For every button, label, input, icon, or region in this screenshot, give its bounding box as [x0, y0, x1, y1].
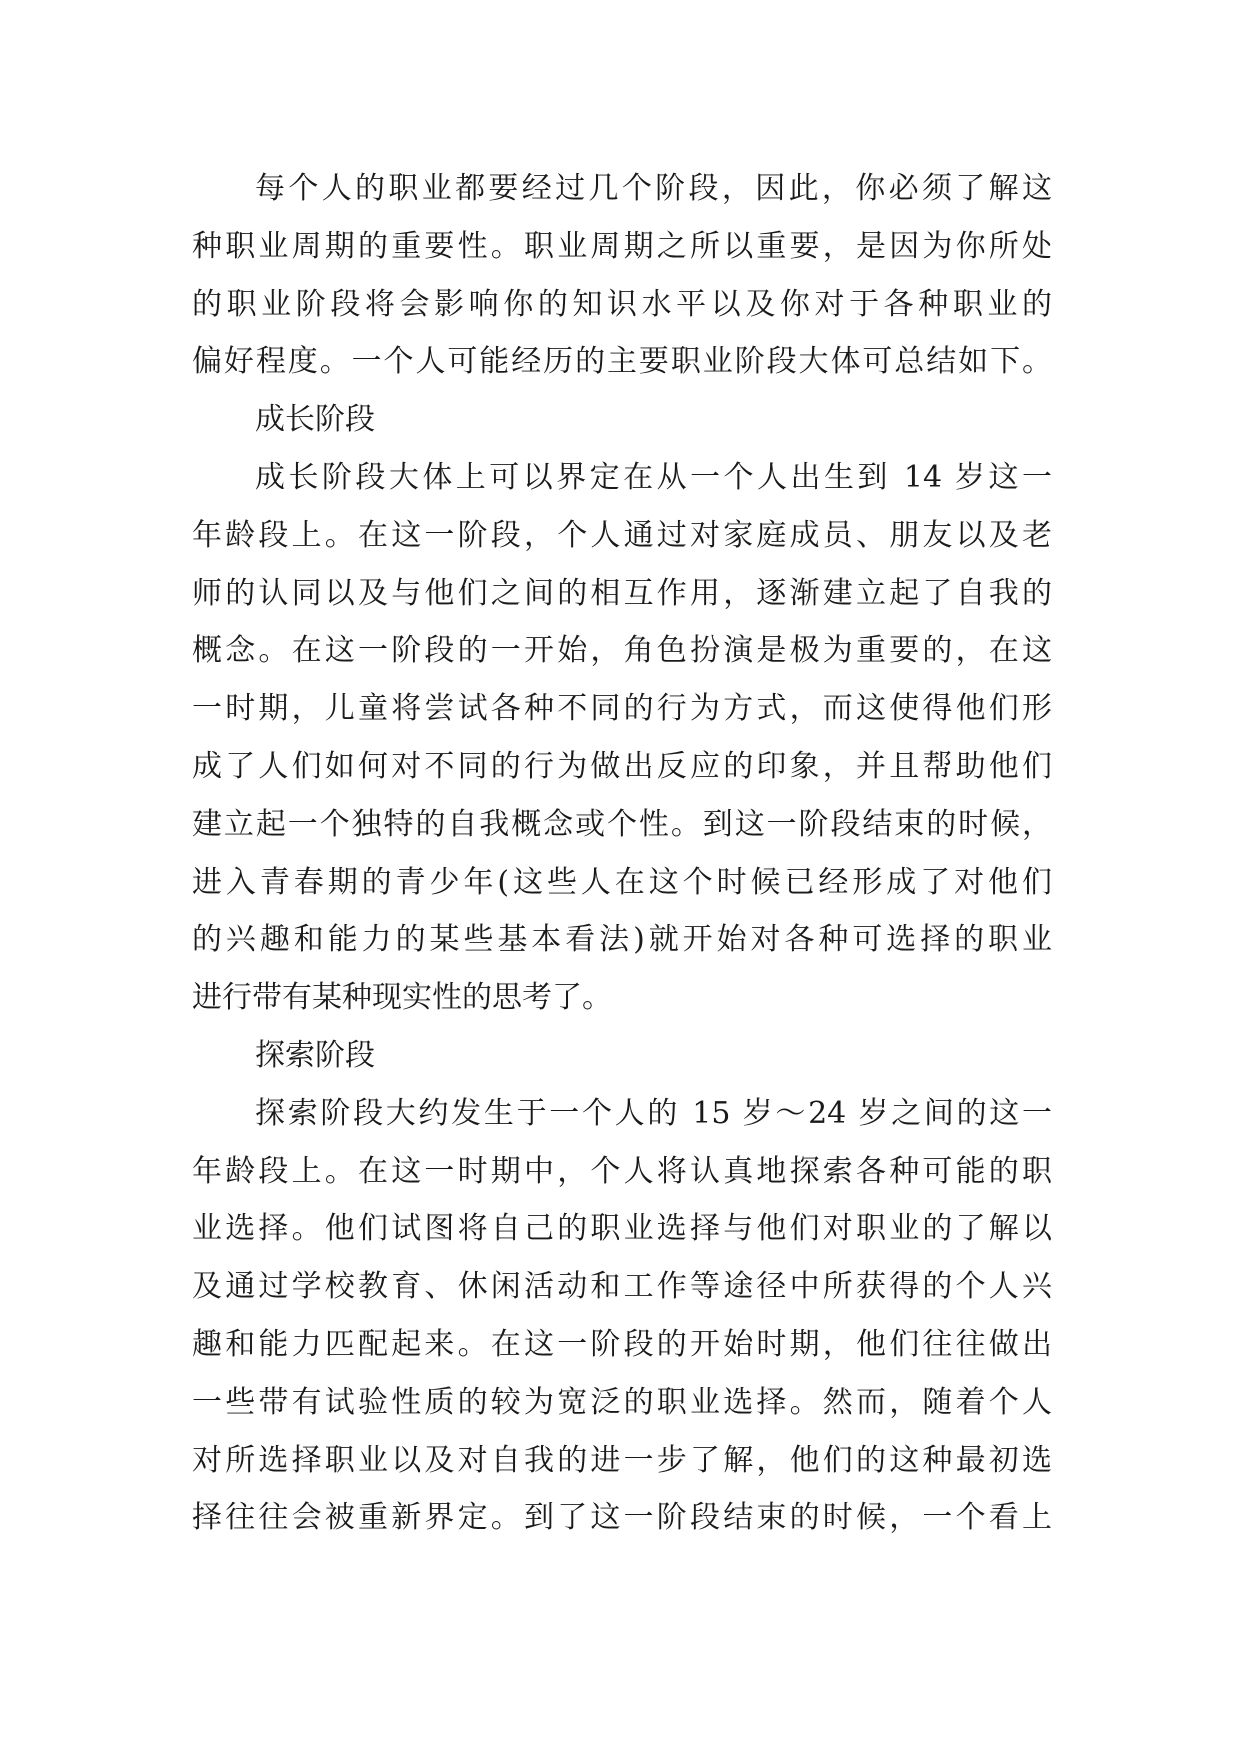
text-line: 一时期，儿童将尝试各种不同的行为方式，而这使得他们形	[192, 691, 1052, 727]
text-line: 成了人们如何对不同的行为做出反应的印象，并且帮助他们	[192, 748, 1052, 784]
text-line: 种职业周期的重要性。职业周期之所以重要，是因为你所处	[192, 228, 1052, 264]
text-line: 成长阶段大体上可以界定在从一个人出生到 14 岁这一	[255, 459, 1052, 495]
text-line: 探索阶段	[255, 1037, 375, 1073]
text-line: 建立起一个独特的自我概念或个性。到这一阶段结束的时候，	[192, 806, 1052, 842]
text-line: 进行带有某种现实性的思考了。	[192, 980, 612, 1016]
text-line: 探索阶段大约发生于一个人的 15 岁～24 岁之间的这一	[255, 1095, 1052, 1131]
text-line: 概念。在这一阶段的一开始，角色扮演是极为重要的，在这	[192, 633, 1052, 669]
text-line: 及通过学校教育、休闲活动和工作等途径中所获得的个人兴	[192, 1269, 1052, 1305]
text-line: 的兴趣和能力的某些基本看法)就开始对各种可选择的职业	[192, 922, 1052, 958]
text-line: 师的认同以及与他们之间的相互作用，逐渐建立起了自我的	[192, 575, 1052, 611]
text-line: 成长阶段	[255, 402, 375, 438]
text-line: 偏好程度。一个人可能经历的主要职业阶段大体可总结如下。	[192, 344, 1052, 380]
text-line: 趣和能力匹配起来。在这一阶段的开始时期，他们往往做出	[192, 1326, 1052, 1362]
text-line: 择往往会被重新界定。到了这一阶段结束的时候，一个看上	[192, 1500, 1052, 1536]
text-line: 一些带有试验性质的较为宽泛的职业选择。然而，随着个人	[192, 1384, 1052, 1420]
text-line: 每个人的职业都要经过几个阶段，因此，你必须了解这	[255, 171, 1052, 206]
text-line: 对所选择职业以及对自我的进一步了解，他们的这种最初选	[192, 1442, 1052, 1478]
body-text	[192, 160, 1052, 1547]
text-line: 业选择。他们试图将自己的职业选择与他们对职业的了解以	[192, 1211, 1052, 1247]
text-line: 进入青春期的青少年(这些人在这个时候已经形成了对他们	[192, 864, 1052, 900]
text-line: 年龄段上。在这一阶段，个人通过对家庭成员、朋友以及老	[192, 517, 1052, 553]
text-line: 的职业阶段将会影响你的知识水平以及你对于各种职业的	[192, 286, 1052, 322]
text-line: 年龄段上。在这一时期中，个人将认真地探索各种可能的职	[192, 1153, 1052, 1189]
